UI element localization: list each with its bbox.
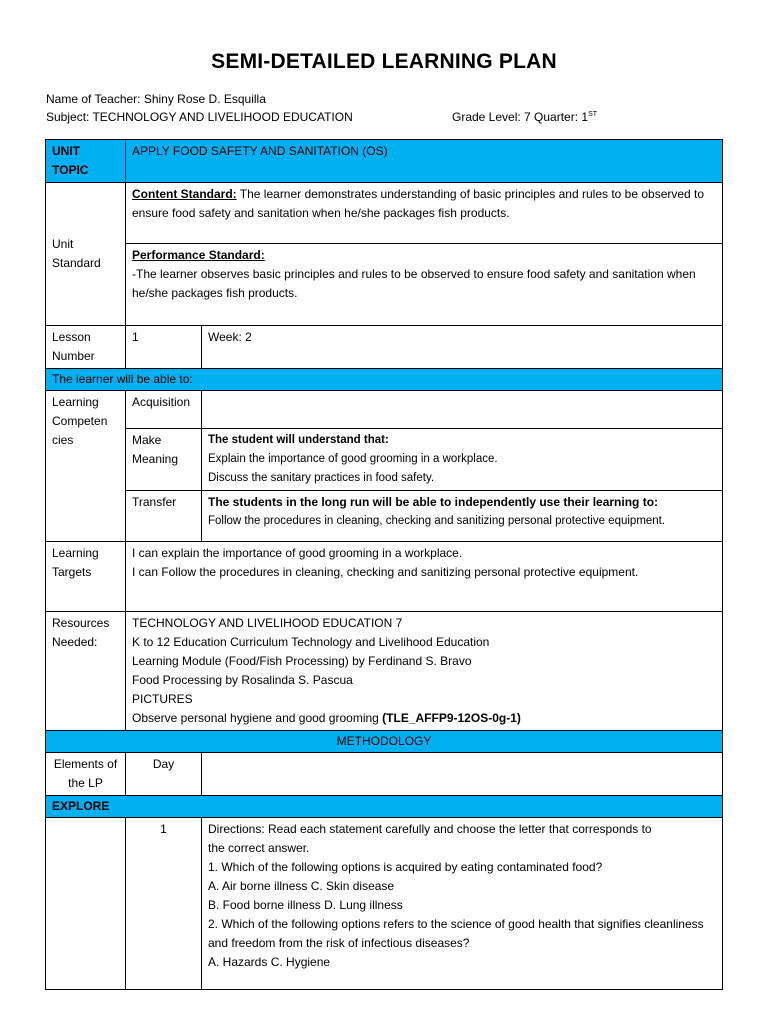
- methodology-banner: METHODOLOGY: [46, 731, 723, 753]
- transfer-line-1: Follow the procedures in cleaning, checking and sanitizing personal protective equipment.: [208, 515, 666, 527]
- make-meaning-label: Make Meaning: [126, 429, 202, 491]
- unit-topic-label: UNIT TOPIC: [46, 140, 126, 183]
- content-standard-heading: Content Standard:: [132, 187, 237, 201]
- unit-topic-row: [46, 140, 723, 183]
- explore-day: 1: [126, 818, 202, 990]
- lesson-number-label: Lesson Number: [46, 326, 126, 369]
- day-label: Day: [126, 753, 202, 796]
- grade-text: Grade Level: 7 Quarter: 1: [452, 110, 589, 124]
- resources-label: Resources Needed:: [46, 612, 126, 731]
- subject-line: Subject: TECHNOLOGY AND LIVELIHOOD EDUCATION: [46, 110, 353, 124]
- learning-plan-table: [45, 139, 723, 990]
- transfer-cell: [202, 491, 723, 542]
- transfer-label: Transfer: [126, 491, 202, 542]
- make-meaning-heading: The student will understand that:: [208, 434, 389, 446]
- targets-label: Learning Targets: [46, 542, 126, 612]
- explore-content-row: [46, 818, 723, 990]
- explore-row: [46, 796, 723, 818]
- explore-questions: [202, 818, 723, 990]
- grade-quarter: [452, 110, 597, 124]
- lesson-row: [46, 326, 723, 369]
- lesson-week: Week: 2: [202, 326, 723, 369]
- acquisition-value: [202, 391, 723, 429]
- methodology-row: [46, 731, 723, 753]
- question-line: A. Air borne illness C. Skin disease: [208, 879, 395, 893]
- question-line: the correct answer.: [208, 841, 310, 855]
- lesson-number-value: 1: [126, 326, 202, 369]
- resource-line: K to 12 Education Curriculum Technology and Livelihood Education: [132, 635, 490, 649]
- learner-banner: The learner will be able to:: [46, 369, 723, 391]
- target-line-2: I can Follow the procedures in cleaning, checking and sanitizing personal protective equipment.: [132, 565, 639, 579]
- performance-standard-row: [46, 244, 723, 326]
- make-meaning-cell: [202, 429, 723, 491]
- resource-last-text: Observe personal hygiene and good grooming: [132, 711, 383, 725]
- target-line-1: I can explain the importance of good grooming in a workplace.: [132, 546, 463, 560]
- resource-line: TECHNOLOGY AND LIVELIHOOD EDUCATION 7: [132, 616, 403, 630]
- make-meaning-row: [46, 429, 723, 491]
- transfer-row: [46, 491, 723, 542]
- content-standard-text: The learner demonstrates understanding of basic principles and rules to be observed to ensure food safety and sanitation when he/she packages fish products.: [132, 187, 705, 220]
- question-line: 1. Which of the following options is acquired by eating contaminated food?: [208, 860, 603, 874]
- resource-line: Learning Module (Food/Fish Processing) by Ferdinand S. Bravo: [132, 654, 472, 668]
- question-line: A. Hazards C. Hygiene: [208, 955, 331, 969]
- competencies-label: Learning Competen cies: [46, 391, 126, 542]
- unit-topic-value: APPLY FOOD SAFETY AND SANITATION (OS): [126, 140, 723, 183]
- resource-line: PICTURES: [132, 692, 193, 706]
- elements-label: Elements of the LP: [46, 753, 126, 796]
- performance-standard-text: -The learner observes basic principles and rules to be observed to ensure food safety and sanitation when he/she packages fish products.: [132, 267, 696, 300]
- make-meaning-line-2: Discuss the sanitary practices in food safety.: [208, 472, 435, 484]
- make-meaning-line-1: Explain the importance of good grooming in a workplace.: [208, 453, 498, 465]
- targets-row: [46, 542, 723, 612]
- page-title: SEMI-DETAILED LEARNING PLAN: [211, 50, 557, 73]
- resources-row: [46, 612, 723, 731]
- explore-empty: [46, 818, 126, 990]
- content-standard-row: [46, 183, 723, 244]
- resources-cell: [126, 612, 723, 731]
- performance-standard-heading: Performance Standard:: [132, 248, 265, 262]
- learner-banner-row: [46, 369, 723, 391]
- elements-empty: [202, 753, 723, 796]
- performance-standard-cell: [126, 244, 723, 326]
- question-line: 2. Which of the following options refers to the science of good health that signifies cleanliness and freedom from the risk of infectious diseases?: [208, 917, 704, 950]
- unit-standard-label: Unit Standard: [46, 183, 126, 326]
- quarter-suffix: ST: [588, 111, 598, 118]
- question-line: Directions: Read each statement carefully and choose the letter that corresponds to: [208, 822, 652, 836]
- acquisition-label: Acquisition: [126, 391, 202, 429]
- resource-code: (TLE_AFFP9-12OS-0g-1): [382, 711, 521, 725]
- question-line: B. Food borne illness D. Lung illness: [208, 898, 403, 912]
- teacher-name: Name of Teacher: Shiny Rose D. Esquilla: [46, 92, 266, 106]
- targets-cell: [126, 542, 723, 612]
- content-standard-cell: [126, 183, 723, 244]
- resource-line: Food Processing by Rosalinda S. Pascua: [132, 673, 353, 687]
- elements-row: [46, 753, 723, 796]
- explore-banner: EXPLORE: [46, 796, 723, 818]
- transfer-heading: The students in the long run will be able to independently use their learning to:: [208, 495, 659, 509]
- resource-line-last: [132, 709, 716, 728]
- acquisition-row: [46, 391, 723, 429]
